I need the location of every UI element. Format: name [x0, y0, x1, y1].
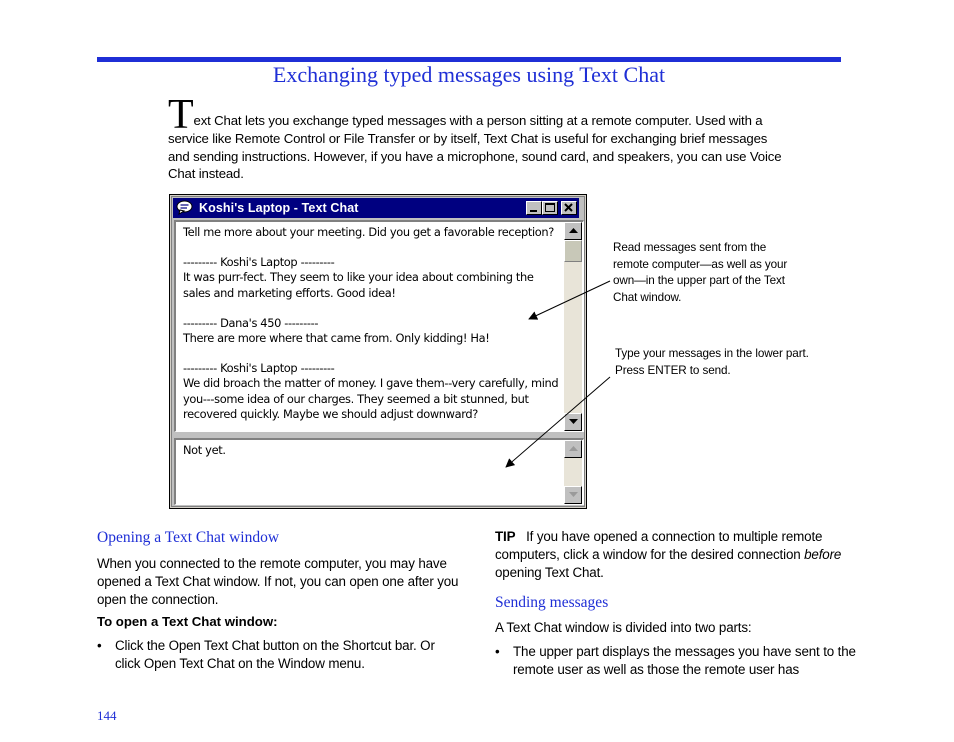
message-line: --------- Dana's 450 ---------	[183, 315, 319, 330]
list-item	[97, 637, 462, 677]
callout-arrow-upper	[529, 281, 610, 319]
message-line: --------- Koshi's Laptop ---------	[183, 361, 335, 376]
message-line: --------- Koshi's Laptop ---------	[183, 255, 335, 270]
tip-emphasis: before	[804, 547, 842, 562]
list-item	[495, 643, 860, 683]
drop-cap: T	[168, 92, 194, 138]
sending-paragraph: A Text Chat window is divided into two parts:	[495, 620, 752, 635]
bullet-marker: •	[97, 638, 102, 653]
tip-paragraph	[495, 528, 860, 582]
section-heading-sending: Sending messages	[495, 594, 609, 611]
procedure-heading: To open a Text Chat window:	[97, 614, 278, 629]
callout-arrow-lower	[506, 377, 610, 467]
page-title: Exchanging typed messages using Text Chat	[272, 62, 666, 87]
message-line: There are more where that came from. Only kidding! Ha!	[183, 331, 490, 346]
callout-upper-pane: Read messages sent from the remote computer—as well as your own—in the upper part of the Text Chat window.	[613, 241, 788, 304]
callout-lower-pane: Type your messages in the lower part. Press ENTER to send.	[615, 347, 809, 377]
tip-text: If you have opened a connection to multiple remote computers, click a window for the desired connection	[495, 529, 823, 562]
bullet-marker: •	[495, 644, 500, 659]
bullet-text: Click the Open Text Chat button on the Shortcut bar. Or click Open Text Chat on the Window menu.	[115, 638, 435, 671]
tip-text-end: opening Text Chat.	[495, 565, 604, 580]
tip-label: TIP	[495, 529, 516, 544]
message-line: Tell me more about your meeting. Did you get a favorable reception?	[183, 225, 554, 239]
intro-text: ext Chat lets you exchange typed messages with a person sitting at a remote computer. Used with a service like Remote Control or File Transfer or by itself, Text Chat is useful for exchanging brief messages and sending instructions. However, if you have a microphone, sound card, and speakers, you can use Voice Chat instead.	[168, 113, 782, 181]
message-input-text[interactable]: Not yet.	[183, 443, 226, 457]
bullet-text: The upper part displays the messages you have sent to the remote user as well as those the remote user has	[513, 644, 856, 677]
page-number: 144	[97, 708, 117, 723]
window-title: Koshi's Laptop - Text Chat	[199, 201, 359, 215]
opening-paragraph: When you connected to the remote computer, you may have opened a Text Chat window. If not, you can open one after you open the connection.	[97, 556, 459, 607]
section-heading-opening: Opening a Text Chat window	[97, 529, 280, 546]
message-line: It was purr-fect. They seem to like your idea about combining the sales and marketing efforts. Good idea!	[183, 270, 534, 300]
message-line: We did broach the matter of money. I gave them--very carefully, mind you---some idea of our charges. They seemed a bit stunned, but recovered quickly. Maybe we should adjust downward?	[183, 376, 559, 421]
